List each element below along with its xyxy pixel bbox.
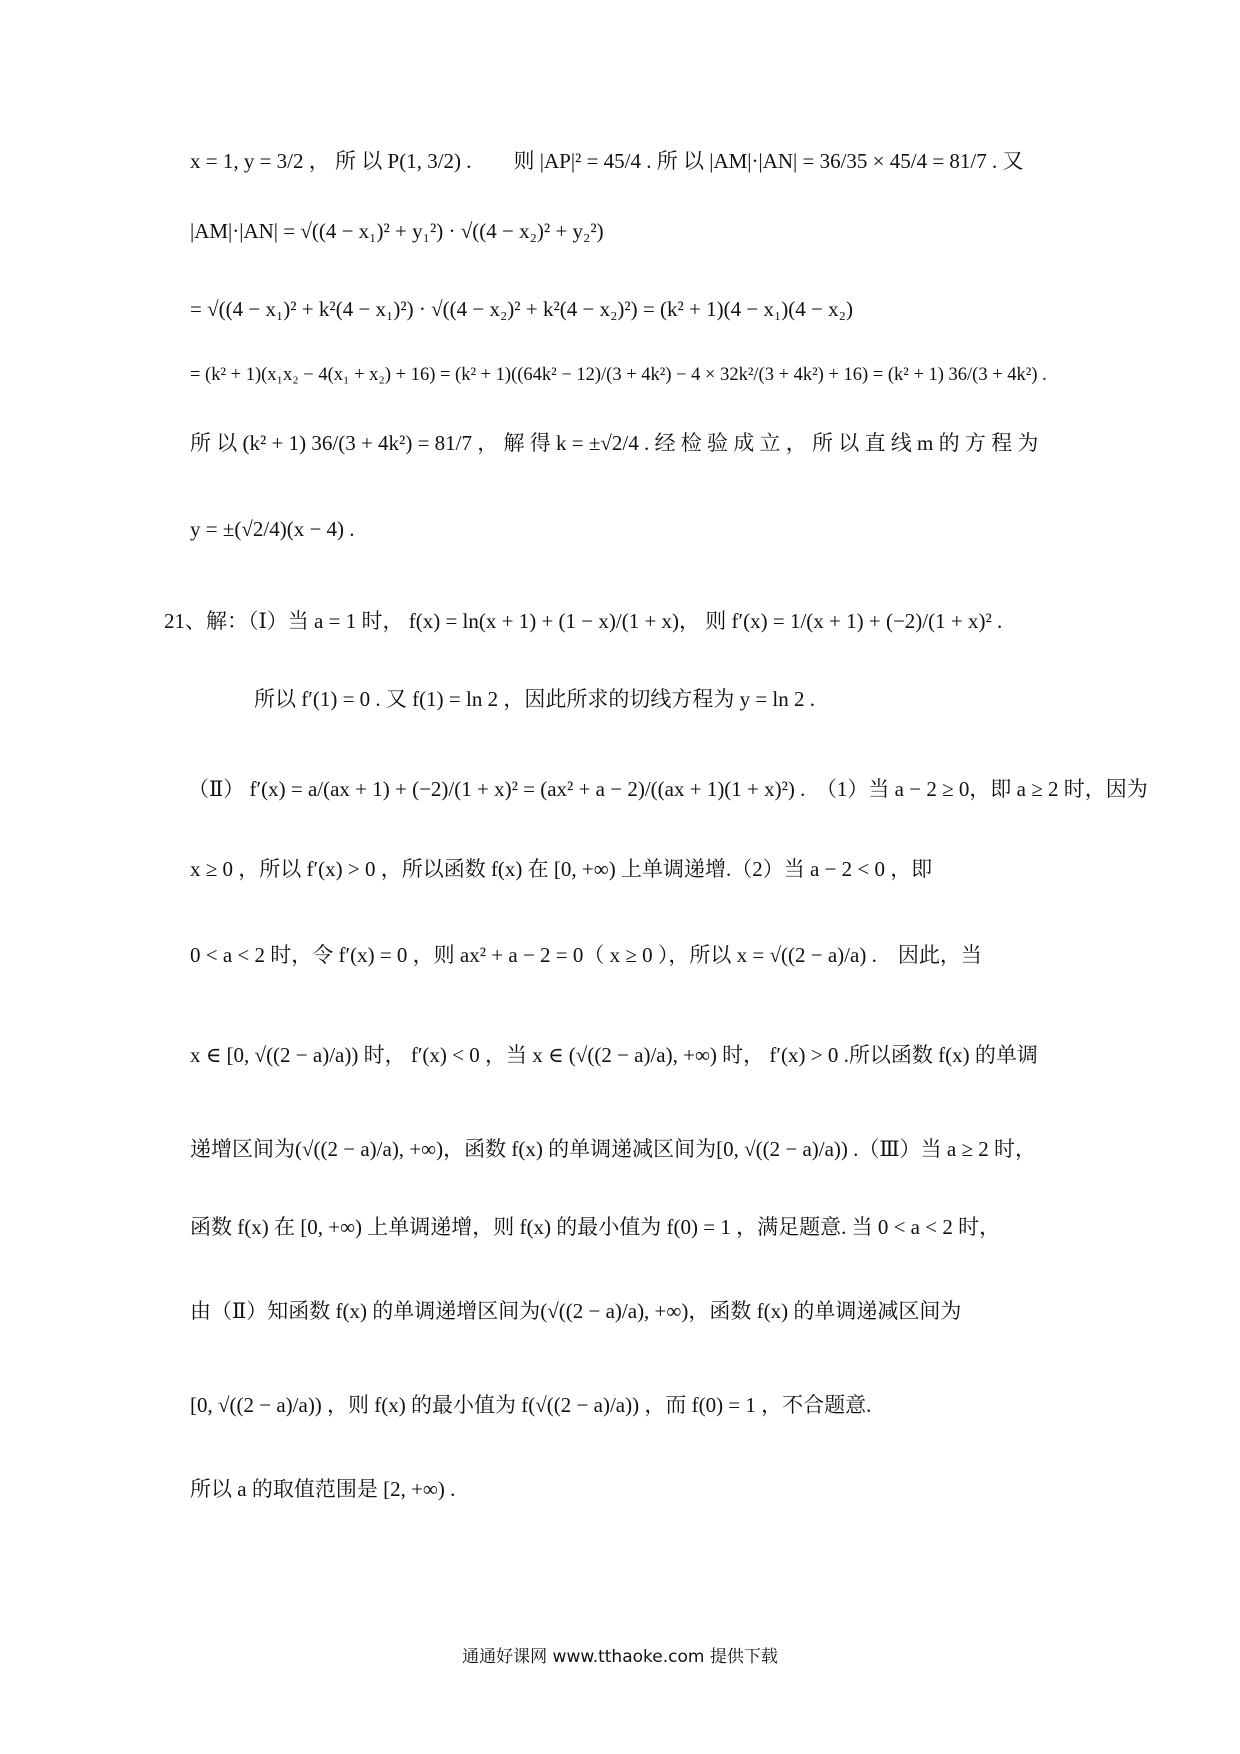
text-line-5: 所 以 (k² + 1) 36/(3 + 4k²) = 81/7 ， 解 得 k = ±√2/4 . 经 检 验 成 立 ， 所 以 直 线 m 的 方 程 为 bbox=[190, 431, 1039, 455]
text-line-17: 所以 a 的取值范围是 [2, +∞) . bbox=[190, 1477, 456, 1501]
text-line-3: = √((4 − x₁)² + k²(4 − x₁)²) · √((4 − x₂)² + k²(4 − x₂)²) = (k² + 1)(4 − x₁)(4 − x₂) bbox=[190, 297, 853, 321]
text-line-7: 21、解：（Ⅰ）当 a = 1 时， f(x) = ln(x + 1) + (1 − x)/(1 + x)， 则 f′(x) = 1/(x + 1) + (−2)/(1 + x)² . bbox=[164, 609, 1003, 633]
text-line-13: 递增区间为(√((2 − a)/a), +∞)，函数 f(x) 的单调递减区间为[0, √((2 − a)/a)) .（Ⅲ）当 a ≥ 2 时， bbox=[190, 1137, 1036, 1161]
text-line-1: x = 1, y = 3/2 ， 所 以 P(1, 3/2) . 则 |AP|² = 45/4 . 所 以 |AM|·|AN| = 36/35 × 45/4 = 81/7 . 又 bbox=[190, 149, 1024, 173]
text-line-16: [0, √((2 − a)/a)) ，则 f(x) 的最小值为 f(√((2 − a)/a)) ，而 f(0) = 1 ，不合题意. bbox=[190, 1393, 872, 1417]
text-line-8: 所以 f′(1) = 0 . 又 f(1) = ln 2 ，因此所求的切线方程为 y = ln 2 . bbox=[254, 687, 816, 711]
text-line-4: = (k² + 1)(x₁x₂ − 4(x₁ + x₂) + 16) = (k² + 1)((64k² − 12)/(3 + 4k²) − 4 × 32k²/(3 + 4k²) + 16) = (k² + 1) 36/(3 + 4k²) . bbox=[190, 365, 1047, 385]
text-line-6: y = ±(√2/4)(x − 4) . bbox=[190, 517, 355, 541]
text-line-2: |AM|·|AN| = √((4 − x₁)² + y₁²) · √((4 − x₂)² + y₂²) bbox=[190, 219, 604, 243]
text-line-11: 0 < a < 2 时，令 f′(x) = 0 ，则 ax² + a − 2 = 0（ x ≥ 0 ），所以 x = √((2 − a)/a) . 因此，当 bbox=[190, 943, 982, 967]
text-line-15: 由（Ⅱ）知函数 f(x) 的单调递增区间为(√((2 − a)/a), +∞)，函数 f(x) 的单调递减区间为 bbox=[190, 1299, 962, 1323]
text-line-10: x ≥ 0 ，所以 f′(x) > 0 ，所以函数 f(x) 在 [0, +∞) 上单调递增.（2）当 a − 2 < 0 ，即 bbox=[190, 857, 933, 881]
text-line-14: 函数 f(x) 在 [0, +∞) 上单调递增，则 f(x) 的最小值为 f(0) = 1 ，满足题意. 当 0 < a < 2 时， bbox=[190, 1215, 1001, 1239]
text-line-12: x ∈ [0, √((2 − a)/a)) 时， f′(x) < 0 ，当 x ∈ (√((2 − a)/a), +∞) 时， f′(x) > 0 .所以函数 f(x) 的单调 bbox=[190, 1043, 1038, 1067]
footer-note: 通通好课网 www.tthaoke.com 提供下载 bbox=[462, 1647, 778, 1667]
text-line-9: （Ⅱ） f′(x) = a/(ax + 1) + (−2)/(1 + x)² = (ax² + a − 2)/((ax + 1)(1 + x)²) . （1）当 a − 2 ≥ 0，即 a ≥ 2 时，因为 bbox=[188, 777, 1148, 801]
